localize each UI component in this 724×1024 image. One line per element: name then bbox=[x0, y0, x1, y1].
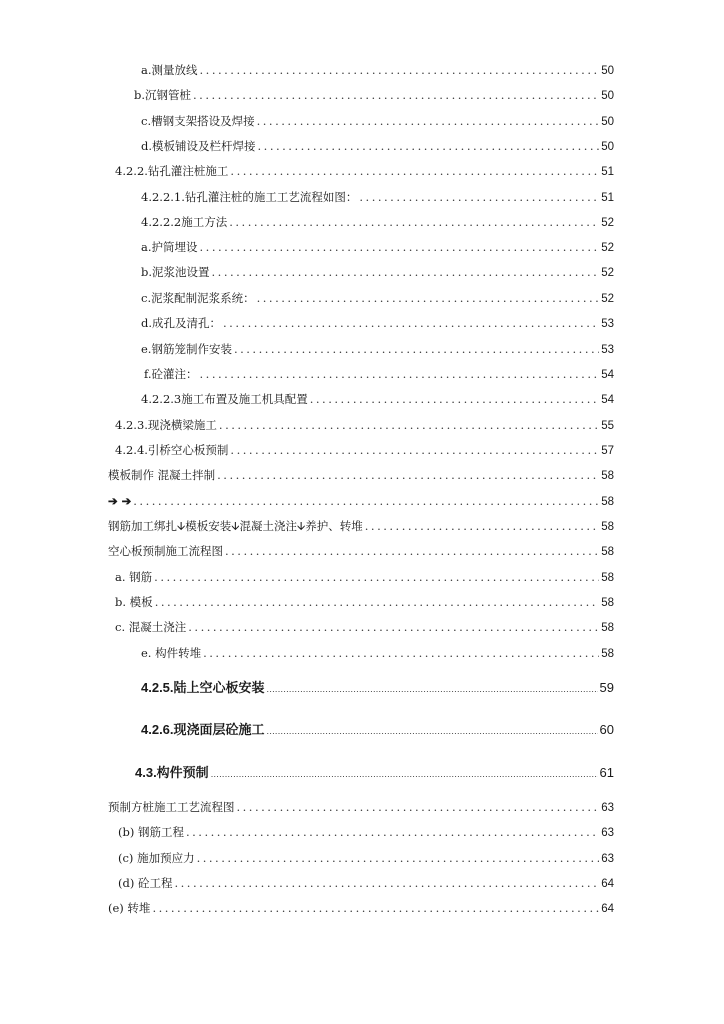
toc-label: b. 模板 bbox=[115, 595, 153, 609]
toc-entry[interactable] bbox=[108, 519, 614, 534]
toc-label: a.护筒埋设 bbox=[141, 240, 198, 254]
toc-entry[interactable] bbox=[108, 544, 614, 559]
toc-page-number: 52 bbox=[601, 267, 614, 279]
toc-page-number: 58 bbox=[601, 597, 614, 609]
toc-label: ➔ ➔ bbox=[108, 494, 132, 508]
toc-entry[interactable] bbox=[115, 620, 614, 635]
toc-page-number: 60 bbox=[599, 722, 614, 737]
toc-label: (c) 施加预应力 bbox=[118, 851, 195, 865]
toc-label: a. 钢筋 bbox=[115, 570, 153, 584]
dot-leader bbox=[359, 190, 599, 204]
toc-label: (e) 转堆 bbox=[108, 901, 151, 915]
toc-entry[interactable] bbox=[144, 367, 614, 382]
toc-entry[interactable] bbox=[115, 570, 614, 585]
toc-entry[interactable] bbox=[141, 114, 614, 129]
toc-page-number: 53 bbox=[601, 344, 614, 356]
dot-leader bbox=[193, 88, 599, 102]
toc-entry[interactable] bbox=[141, 392, 614, 407]
toc-page-number: 52 bbox=[601, 217, 614, 229]
toc-page-number: 51 bbox=[601, 192, 614, 204]
toc-label: 模板制作 混凝土拌制 bbox=[108, 468, 216, 482]
toc-page-number: 52 bbox=[601, 242, 614, 254]
toc-page-number: 50 bbox=[601, 116, 614, 128]
toc-entry[interactable] bbox=[141, 190, 614, 205]
toc-entry[interactable] bbox=[141, 342, 614, 357]
dot-leader bbox=[267, 681, 598, 697]
toc-page-number: 61 bbox=[599, 765, 614, 780]
dot-leader bbox=[230, 443, 599, 457]
dot-leader bbox=[217, 468, 599, 482]
toc-page-number: 52 bbox=[601, 293, 614, 305]
toc-label: e.钢筋笼制作安装 bbox=[141, 342, 232, 356]
toc-label: d.成孔及清孔： bbox=[141, 316, 222, 330]
dot-leader bbox=[133, 494, 599, 508]
toc-entry[interactable] bbox=[115, 418, 614, 433]
dot-leader bbox=[229, 215, 599, 229]
toc-page-number: 58 bbox=[601, 496, 614, 508]
dot-leader bbox=[225, 544, 599, 558]
toc-page-number: 64 bbox=[601, 903, 614, 915]
dot-leader bbox=[258, 139, 600, 153]
toc-entry[interactable] bbox=[108, 494, 614, 509]
toc-page-number: 50 bbox=[601, 141, 614, 153]
dot-leader bbox=[186, 825, 599, 839]
dot-leader bbox=[257, 291, 600, 305]
dot-leader bbox=[154, 570, 599, 584]
toc-label: b.泥浆池设置 bbox=[141, 265, 210, 279]
dot-leader bbox=[365, 519, 599, 533]
toc-page-number: 58 bbox=[601, 648, 614, 660]
toc-label: 4.2.4.引桥空心板预制 bbox=[115, 443, 229, 457]
dot-leader bbox=[267, 723, 598, 739]
toc-entry-heading[interactable] bbox=[135, 765, 614, 782]
toc-label: e. 构件转堆 bbox=[141, 646, 202, 660]
toc-page-number: 54 bbox=[601, 369, 614, 381]
toc-entry[interactable] bbox=[141, 646, 614, 661]
toc-entry-heading[interactable] bbox=[141, 722, 614, 739]
toc-entry[interactable] bbox=[141, 265, 614, 280]
toc-entry[interactable] bbox=[115, 443, 614, 458]
dot-leader bbox=[211, 766, 598, 782]
toc-label: 预制方桩施工工艺流程图 bbox=[108, 800, 235, 814]
toc-label: (b) 钢筋工程 bbox=[118, 825, 184, 839]
dot-leader bbox=[203, 646, 599, 660]
dot-leader bbox=[257, 114, 600, 128]
toc-page-number: 64 bbox=[601, 878, 614, 890]
dot-leader bbox=[234, 342, 599, 356]
toc-page-number: 50 bbox=[601, 65, 614, 77]
dot-leader bbox=[212, 265, 600, 279]
toc-page-number: 59 bbox=[599, 680, 614, 695]
dot-leader bbox=[155, 595, 600, 609]
toc-entry[interactable] bbox=[115, 164, 614, 179]
dot-leader bbox=[310, 392, 599, 406]
toc-label: 4.2.6.现浇面层砼施工 bbox=[141, 722, 265, 737]
toc-entry[interactable] bbox=[141, 215, 614, 230]
toc-page-number: 51 bbox=[601, 166, 614, 178]
toc-page-number: 53 bbox=[601, 318, 614, 330]
toc-label: c.槽钢支架搭设及焊接 bbox=[141, 114, 255, 128]
dot-leader bbox=[152, 901, 599, 915]
dot-leader bbox=[197, 851, 600, 865]
toc-entry[interactable] bbox=[141, 240, 614, 255]
toc-entry[interactable] bbox=[134, 88, 614, 103]
toc-label: 4.2.2.2施工方法 bbox=[141, 215, 228, 229]
toc-page-number: 50 bbox=[601, 90, 614, 102]
toc-entry[interactable] bbox=[141, 291, 614, 306]
toc-entry[interactable] bbox=[108, 800, 614, 815]
toc-entry[interactable] bbox=[118, 825, 614, 840]
toc-page-number: 63 bbox=[601, 827, 614, 839]
toc-entry[interactable] bbox=[141, 63, 614, 78]
toc-page-number: 55 bbox=[601, 420, 614, 432]
toc-label: 4.2.2.钻孔灌注桩施工 bbox=[115, 164, 229, 178]
dot-leader bbox=[175, 876, 600, 890]
toc-label: 4.2.3.现浇横梁施工 bbox=[115, 418, 217, 432]
toc-entry[interactable] bbox=[108, 901, 614, 916]
toc-page-number: 57 bbox=[601, 445, 614, 457]
toc-label: d.模板铺设及栏杆焊接 bbox=[141, 139, 256, 153]
toc-label: b.沉钢管桩 bbox=[134, 88, 192, 102]
toc-entry[interactable] bbox=[141, 139, 614, 154]
toc-page-number: 63 bbox=[601, 853, 614, 865]
toc-page-number: 58 bbox=[601, 546, 614, 558]
dot-leader bbox=[200, 240, 600, 254]
toc-entry-heading[interactable] bbox=[141, 680, 614, 697]
toc-label: f.砼灌注： bbox=[144, 367, 198, 381]
toc-entry[interactable] bbox=[108, 468, 614, 483]
toc-entry[interactable] bbox=[118, 851, 614, 866]
toc-label: 4.2.2.1.钻孔灌注桩的施工工艺流程如图： bbox=[141, 190, 358, 204]
toc-page-number: 58 bbox=[601, 572, 614, 584]
dot-leader bbox=[219, 418, 599, 432]
dot-leader bbox=[230, 164, 599, 178]
toc-page-number: 63 bbox=[601, 802, 614, 814]
toc-label: c. 混凝土浇注 bbox=[115, 620, 187, 634]
dot-leader bbox=[200, 367, 600, 381]
toc-label: c.泥浆配制泥浆系统： bbox=[141, 291, 255, 305]
toc-label: a.测量放线 bbox=[141, 63, 198, 77]
toc-page-number: 58 bbox=[601, 622, 614, 634]
toc-entry[interactable] bbox=[115, 595, 614, 610]
toc-label: 空心板预制施工流程图 bbox=[108, 544, 223, 558]
toc-entry[interactable] bbox=[118, 876, 614, 891]
toc-page-number: 58 bbox=[601, 470, 614, 482]
toc-label: 4.2.2.3施工布置及施工机具配置 bbox=[141, 392, 308, 406]
toc-label: 4.2.5.陆上空心板安装 bbox=[141, 680, 265, 695]
dot-leader bbox=[200, 63, 600, 77]
toc-label: (d) 砼工程 bbox=[118, 876, 173, 890]
dot-leader bbox=[237, 800, 600, 814]
toc-page-number: 58 bbox=[601, 521, 614, 533]
dot-leader bbox=[188, 620, 599, 634]
toc-entry[interactable] bbox=[141, 316, 614, 331]
toc-label: 4.3.构件预制 bbox=[135, 765, 209, 780]
dot-leader bbox=[223, 316, 599, 330]
toc-label: 钢筋加工绑扎🡫模板安装🡫混凝土浇注🡫养护、转堆 bbox=[108, 519, 363, 533]
toc-page-number: 54 bbox=[601, 394, 614, 406]
